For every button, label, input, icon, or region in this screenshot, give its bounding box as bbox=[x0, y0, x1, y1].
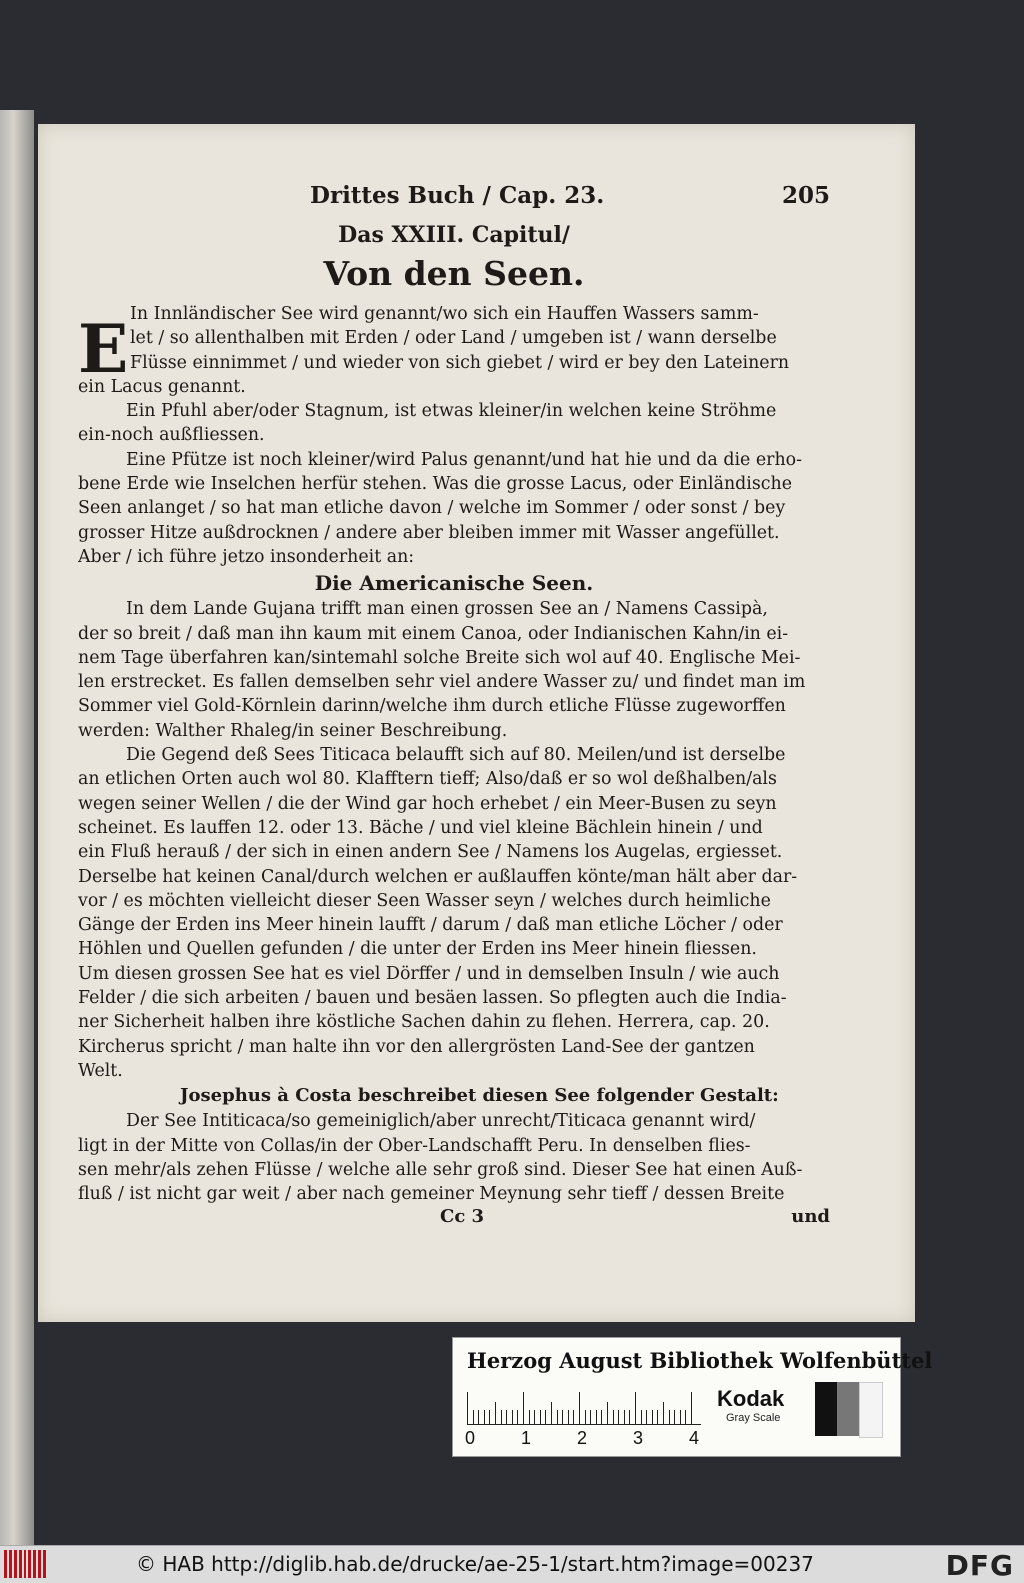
text-line: Ein Pfuhl aber/oder Stagnum, ist etwas kleiner/in welchen keine Ströhme bbox=[126, 401, 777, 422]
text-line: bene Erde wie Inselchen herfür stehen. Was die grosse Lacus, oder Einländische bbox=[78, 474, 793, 495]
page-footer bbox=[78, 1206, 830, 1230]
ruler-tick bbox=[573, 1410, 574, 1424]
text-line: werden: Walther Rhaleg/in seiner Beschreibung. bbox=[78, 720, 508, 741]
ruler-tick bbox=[517, 1410, 518, 1424]
ruler-tick bbox=[641, 1410, 642, 1424]
text-line: vor / es möchten vielleicht dieser Seen Wasser seyn / welches durch heimliche bbox=[78, 890, 771, 911]
book-edge bbox=[0, 0, 34, 1545]
paragraph-4 bbox=[78, 597, 830, 743]
ruler-tick bbox=[613, 1410, 614, 1424]
ruler-number: 1 bbox=[521, 1428, 532, 1448]
ruler-number: 2 bbox=[577, 1428, 588, 1448]
ruler-tick bbox=[629, 1410, 630, 1424]
text-line: Aber / ich führe jetzo insonderheit an: bbox=[78, 546, 415, 567]
text-line: ner Sicherheit halben ihre köstliche Sachen dahin zu flehen. Herrera, cap. 20. bbox=[78, 1012, 770, 1033]
text-line: fluß / ist nicht gar weit / aber nach gemeiner Meynung sehr tieff / dessen Breite bbox=[78, 1184, 785, 1205]
ruler-tick bbox=[635, 1392, 636, 1424]
ruler-tick bbox=[489, 1410, 490, 1424]
text-line: Sommer viel Gold-Körnlein darinn/welche ihm durch etliche Flüsse zugeworffen bbox=[78, 696, 786, 717]
text-line: In dem Lande Gujana trifft man einen grossen See an / Namens Cassipà, bbox=[126, 599, 768, 620]
ruler-tick bbox=[669, 1410, 670, 1424]
ruler-tick bbox=[540, 1410, 541, 1424]
text-line: Um diesen grossen See hat es viel Dörffer / und in demselben Insuln / wie auch bbox=[78, 963, 780, 984]
copyright-link[interactable]: © HAB http://diglib.hab.de/drucke/ae-25-1/start.htm?image=00237 bbox=[136, 1552, 814, 1576]
text-line: Welt. bbox=[78, 1060, 123, 1081]
gray-patch-white bbox=[859, 1382, 883, 1438]
ruler-tick bbox=[551, 1402, 552, 1424]
dfg-logo: DFG bbox=[945, 1549, 1014, 1582]
text-line: Der See Intiticaca/so gemeiniglich/aber unrecht/Titicaca genannt wird/ bbox=[126, 1111, 756, 1132]
section-subheading: Josephus à Costa beschreibet diesen See folgender Gestalt: bbox=[180, 1085, 779, 1107]
text-line: sen mehr/als zehen Flüsse / welche alle sehr groß sind. Dieser See hat einen Auß- bbox=[78, 1159, 803, 1180]
book-edge-shadow bbox=[0, 0, 34, 110]
ruler-tick bbox=[529, 1410, 530, 1424]
section-heading: Die Americanische Seen. bbox=[314, 571, 594, 596]
text-line: Gänge der Erden ins Meer hinein laufft / darum / daß man etliche Löcher / oder bbox=[78, 915, 783, 936]
ruler-tick bbox=[685, 1410, 686, 1424]
text-line: wegen seiner Wellen / die der Wind gar hoch erhebet / ein Meer-Busen zu seyn bbox=[78, 793, 777, 814]
paragraph-5 bbox=[78, 743, 830, 1083]
gray-patch-black bbox=[815, 1382, 837, 1436]
ruler-tick bbox=[652, 1410, 653, 1424]
text-line: Höhlen und Quellen gefunden / die unter der Erden ins Meer hinein fliessen. bbox=[78, 939, 757, 960]
text-line: ein Fluß herauß / der sich in einen andern See / Namens los Augelas, ergiesset. bbox=[78, 842, 783, 863]
text-line: len erstrecket. Es fallen demselben sehr viel andere Wasser zu/ und findet man im bbox=[78, 672, 806, 693]
text-line: Derselbe hat keinen Canal/durch welchen er außlauffen könte/man hält aber dar- bbox=[78, 866, 798, 887]
paragraph-2 bbox=[78, 399, 830, 448]
text-line: nem Tage überfahren kan/sintemahl solche Breite sich wol auf 40. Englische Mei- bbox=[78, 647, 801, 668]
ruler-tick bbox=[657, 1410, 658, 1424]
text-line: ein Lacus genannt. bbox=[78, 376, 246, 397]
drop-cap: E bbox=[78, 310, 129, 388]
ruler-tick bbox=[607, 1402, 608, 1424]
text-line: Flüsse einnimmet / und wieder von sich giebet / wird er bey den Lateinern bbox=[130, 352, 790, 373]
text-line: scheinet. Es lauffen 12. oder 13. Bäche / und viel kleine Bächlein hinein / und bbox=[78, 817, 763, 838]
text-line: Seen anlanget / so hat man etliche davon / welche im Sommer / oder sonst / bey bbox=[78, 498, 786, 519]
gray-scale-label: Gray Scale bbox=[726, 1412, 781, 1424]
ruler-tick bbox=[506, 1410, 507, 1424]
ruler-tick bbox=[691, 1392, 692, 1424]
kodak-logo: Kodak bbox=[717, 1386, 785, 1411]
ruler-tick bbox=[562, 1410, 563, 1424]
footer-bar bbox=[0, 1545, 1024, 1583]
text-line: Felder / die sich arbeiten / bauen und besäen lassen. So pflegten auch die India- bbox=[78, 988, 787, 1009]
ruler-number: 4 bbox=[689, 1428, 700, 1448]
ruler-tick bbox=[568, 1410, 569, 1424]
ruler-tick bbox=[478, 1410, 479, 1424]
ruler-tick bbox=[484, 1410, 485, 1424]
gray-patch-mid bbox=[837, 1382, 859, 1436]
ruler-number: 0 bbox=[465, 1428, 476, 1448]
ruler-tick bbox=[596, 1410, 597, 1424]
ruler-tick bbox=[646, 1410, 647, 1424]
text-line: an etlichen Orten auch wol 80. Klafftern tieff; Also/daß er so wol deßhalben/als bbox=[78, 769, 777, 790]
ruler-tick bbox=[545, 1410, 546, 1424]
ruler-tick bbox=[579, 1392, 580, 1424]
running-head: Drittes Buch / Cap. 23. bbox=[310, 182, 605, 209]
ruler-tick bbox=[473, 1410, 474, 1424]
ruler-tick bbox=[467, 1392, 468, 1424]
paragraph-6 bbox=[78, 1109, 830, 1206]
paragraph-1 bbox=[78, 302, 830, 399]
ruler-tick bbox=[590, 1410, 591, 1424]
barcode-icon bbox=[4, 1550, 46, 1578]
text-line: grosser Hitze außdrocknen / andere aber bleiben immer mit Wasser angefüllet. bbox=[78, 522, 780, 543]
ruler-tick bbox=[624, 1410, 625, 1424]
ruler-tick bbox=[512, 1410, 513, 1424]
ruler-tick bbox=[523, 1392, 524, 1424]
ruler-tick bbox=[495, 1402, 496, 1424]
library-color-card bbox=[452, 1337, 933, 1457]
text-line: ligt in der Mitte von Collas/in der Ober-Landschafft Peru. In denselben flies- bbox=[78, 1135, 751, 1156]
ruler-tick bbox=[618, 1410, 619, 1424]
ruler-tick bbox=[534, 1410, 535, 1424]
scale-ruler bbox=[467, 1390, 701, 1425]
page-header bbox=[78, 182, 830, 218]
ruler-number: 3 bbox=[633, 1428, 644, 1448]
ruler-tick bbox=[601, 1410, 602, 1424]
ruler-tick bbox=[674, 1410, 675, 1424]
ruler-tick bbox=[585, 1410, 586, 1424]
chapter-title: Von den Seen. bbox=[323, 254, 585, 293]
ruler-tick bbox=[663, 1402, 664, 1424]
signature-mark: Cc 3 bbox=[440, 1206, 485, 1228]
ruler-tick bbox=[680, 1410, 681, 1424]
paragraph-3 bbox=[78, 448, 830, 569]
chapter-heading: Das XXIII. Capitul/ bbox=[338, 222, 570, 248]
catchword: und bbox=[791, 1206, 830, 1228]
text-line: Die Gegend deß Sees Titicaca belaufft sich auf 80. Meilen/und ist derselbe bbox=[126, 745, 786, 766]
ruler-tick bbox=[501, 1410, 502, 1424]
library-name: Herzog August Bibliothek Wolfenbüttel bbox=[467, 1348, 933, 1373]
page-text bbox=[78, 182, 830, 1230]
text-line: der so breit / daß man ihn kaum mit einem Canoa, oder Indianischen Kahn/in ei- bbox=[78, 623, 789, 644]
text-line: In Innländischer See wird genannt/wo sich ein Hauffen Wassers samm- bbox=[130, 304, 759, 324]
text-line: ein-noch außfliessen. bbox=[78, 425, 265, 446]
text-line: Eine Pfütze ist noch kleiner/wird Palus genannt/und hat hie und da die erho- bbox=[126, 449, 802, 470]
text-line: Kircherus spricht / man halte ihn vor den allergrösten Land-See der gantzen bbox=[78, 1036, 755, 1057]
ruler-tick bbox=[557, 1410, 558, 1424]
page-number: 205 bbox=[781, 182, 830, 209]
text-line: let / so allenthalben mit Erden / oder Land / umgeben ist / wann derselbe bbox=[130, 328, 777, 349]
